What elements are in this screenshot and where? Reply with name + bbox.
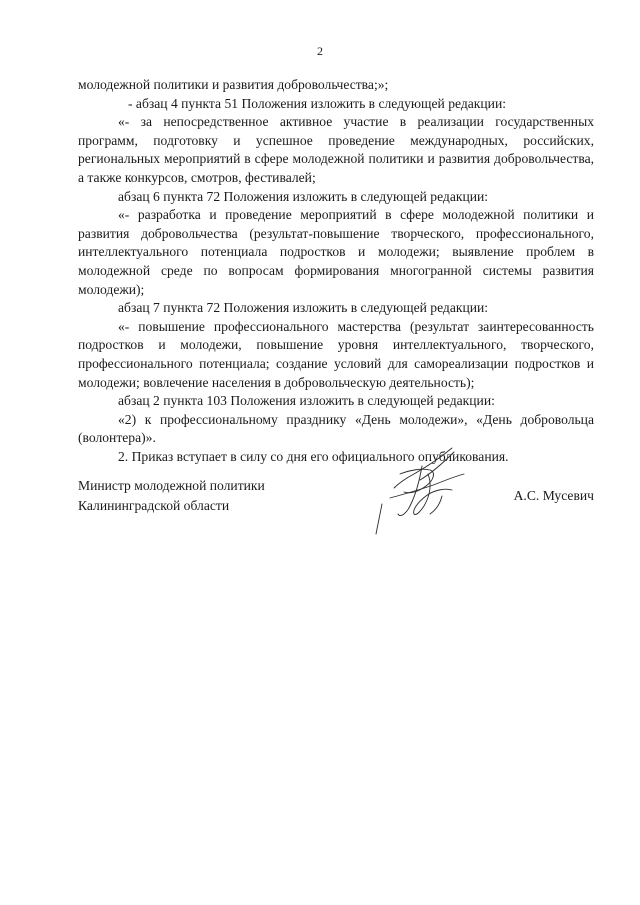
handwritten-signature bbox=[370, 444, 480, 544]
signature-block bbox=[78, 472, 594, 562]
paragraph-effective-date: 2. Приказ вступает в силу со дня его официального опубликования. bbox=[118, 448, 509, 464]
paragraph-amendment-intro: - абзац 4 пункта 51 Положения изложить в следующей редакции: bbox=[128, 95, 507, 111]
page-number: 2 bbox=[317, 44, 323, 58]
signer-title-line: Калининградской области bbox=[78, 498, 230, 513]
paragraph-amendment-text: «- повышение профессионального мастерства (результат заинтересованность подростков и молодежи, повышение уровня интеллектуального, творческого, профессионального потенциала; создание условий для самореализации подростков и молодежи; вовлечение населения в добровольческую деятельность); bbox=[78, 318, 594, 390]
paragraph-continuation: молодежной политики и развития добровольчества;»; bbox=[78, 77, 389, 92]
paragraph-amendment-text: «- за непосредственное активное участие в реализации государственных программ, подготовку и успешное проведение международных, российских, региональных мероприятий в сфере молодежной политики и развития добровольчества, а также конкурсов, смотров, фестивалей; bbox=[78, 114, 594, 185]
signer-title-line: Министр молодежной политики bbox=[78, 478, 265, 493]
paragraph-amendment-intro: абзац 2 пункта 103 Положения изложить в следующей редакции: bbox=[118, 393, 495, 409]
paragraph-amendment-intro: абзац 7 пункта 72 Положения изложить в следующей редакции: bbox=[118, 300, 489, 316]
paragraph-amendment-text: «- разработка и проведение мероприятий в сфере молодежной политики и развития добровольчества (результат-повышение творческого, профессионального, интеллектуального потенциала подростков и молодежи; выявление проблем в молодежной среде по вопросам формирования многогранной системы развития молодежи); bbox=[78, 207, 594, 297]
signer-name: А.С. Мусевич bbox=[513, 488, 594, 503]
paragraph-amendment-text: «2) к профессиональному празднику «День молодежи», «День добровольца (волонтера)». bbox=[78, 411, 594, 446]
document-body bbox=[78, 76, 594, 466]
paragraph-amendment-intro: абзац 6 пункта 72 Положения изложить в следующей редакции: bbox=[118, 188, 489, 204]
signer-title bbox=[78, 476, 265, 516]
